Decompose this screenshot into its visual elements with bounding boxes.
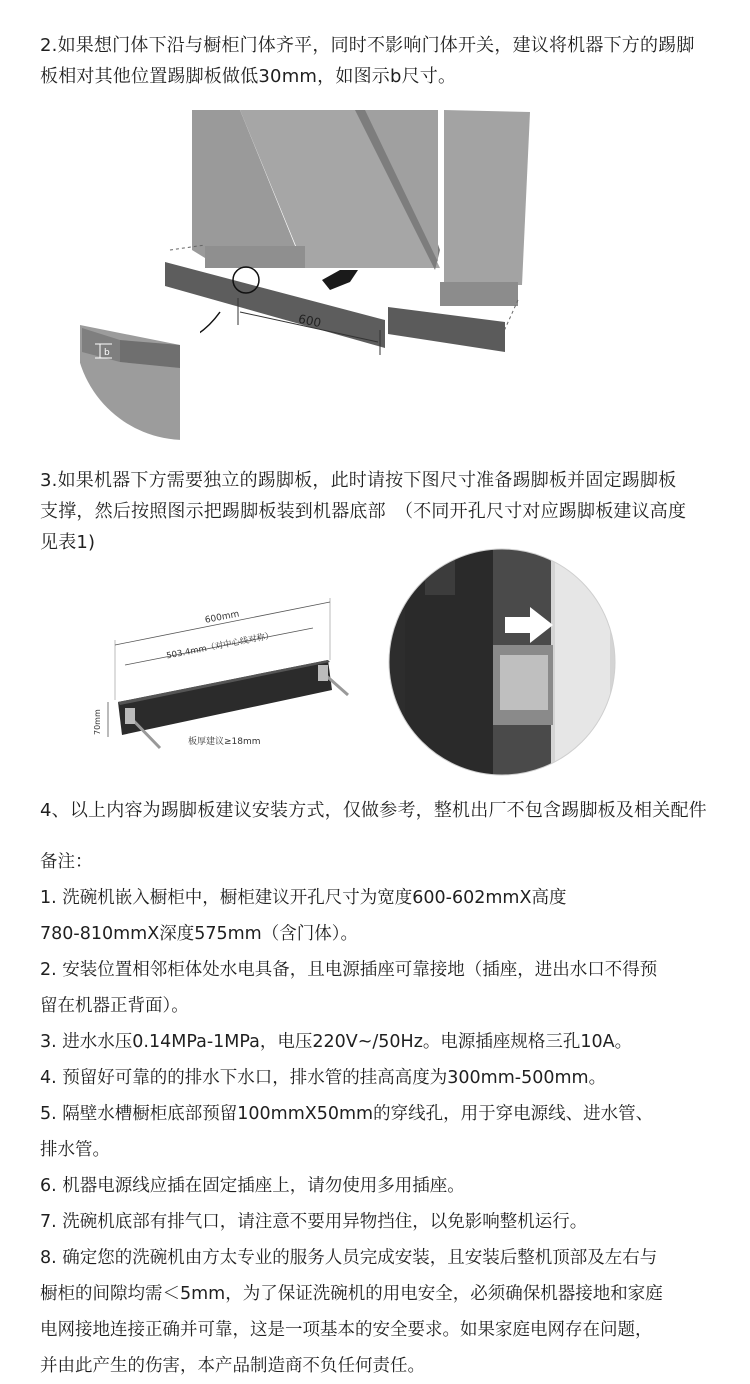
- section4-text: 4、以上内容为踢脚板建议安装方式，仅做参考，整机出厂不包含踢脚板及相关配件: [40, 800, 707, 821]
- detail-lens: [70, 320, 200, 440]
- dimension-thickness-label: 板厚建议≥18mm: [188, 737, 261, 747]
- section2-line2: 板相对其他位置踢脚板做低30mm，如图示b尺寸。: [40, 66, 457, 87]
- note-line: 780-810mmX深度575mm（含门体）。: [40, 924, 358, 944]
- note-line: 4. 预留好可靠的的排水下水口，排水管的挂高高度为300mm-500mm。: [40, 1068, 607, 1088]
- note-line: 5. 隔壁水槽橱柜底部预留100mmX50mm的穿线孔，用于穿电源线、进水管、: [40, 1104, 654, 1124]
- note-line: 7. 洗碗机底部有排气口，请注意不要用异物挡住，以免影响整机运行。: [40, 1212, 588, 1232]
- installation-detail-circle: [385, 545, 620, 780]
- section3-line2: 支撑，然后按照图示把踢脚板装到机器底部 （不同开孔尺寸对应踢脚板建议高度: [40, 501, 687, 522]
- section2-text: [40, 30, 712, 92]
- note-line: 1. 洗碗机嵌入橱柜中，橱柜建议开孔尺寸为宽度600-602mmX高度: [40, 888, 567, 908]
- plinth-left-block: [205, 246, 305, 268]
- notes-section: [40, 844, 712, 1384]
- kickboard-illustration: [0, 100, 750, 440]
- note-line: 8. 确定您的洗碗机由方太专业的服务人员完成安装，且安装后整机顶部及左右与: [40, 1248, 658, 1268]
- dimension-600-label: 600: [297, 311, 323, 331]
- section2-line1: 2.如果想门体下沿与橱柜门体齐平，同时不影响门体开关，建议将机器下方的踢脚: [40, 35, 695, 56]
- note-line: 6. 机器电源线应插在固定插座上，请勿使用多用插座。: [40, 1176, 465, 1196]
- note-line: 3. 进水水压0.14MPa-1MPa，电压220V~/50Hz。电源插座规格三孔10A。: [40, 1032, 633, 1052]
- kickboard-right: [388, 307, 505, 352]
- note-line: 橱柜的间隙均需＜5mm，为了保证洗碗机的用电安全，必须确保机器接地和家庭: [40, 1284, 663, 1304]
- notes-title: 备注：: [40, 852, 93, 872]
- section3-line1: 3.如果机器下方需要独立的踢脚板，此时请按下图尺寸准备踢脚板并固定踢脚板: [40, 470, 677, 491]
- note-line: 排水管。: [40, 1140, 110, 1160]
- kickboard-dimension-drawing: [0, 570, 390, 770]
- note-line: 留在机器正背面）。: [40, 996, 189, 1016]
- cabinet-panel-far: [444, 110, 530, 285]
- dimension-600mm-label: 600mm: [204, 609, 241, 626]
- dimension-b-label: b: [104, 348, 110, 358]
- section3-line3: 见表1): [40, 532, 96, 553]
- dimension-503-label: 503.4mm（对中心线对称）: [165, 630, 275, 662]
- dimension-70mm-label: 70mm: [93, 709, 102, 735]
- note-line: 并由此产生的伤害，本产品制造商不负任何责任。: [40, 1356, 425, 1376]
- note-line: 电网接地连接正确并可靠，这是一项基本的安全要求。如果家庭电网存在问题，: [40, 1320, 653, 1340]
- plinth-right-block: [440, 282, 518, 306]
- push-arrow-icon: [322, 270, 358, 290]
- note-line: 2. 安装位置相邻柜体处水电具备，且电源插座可靠接地（插座，进出水口不得预: [40, 960, 658, 980]
